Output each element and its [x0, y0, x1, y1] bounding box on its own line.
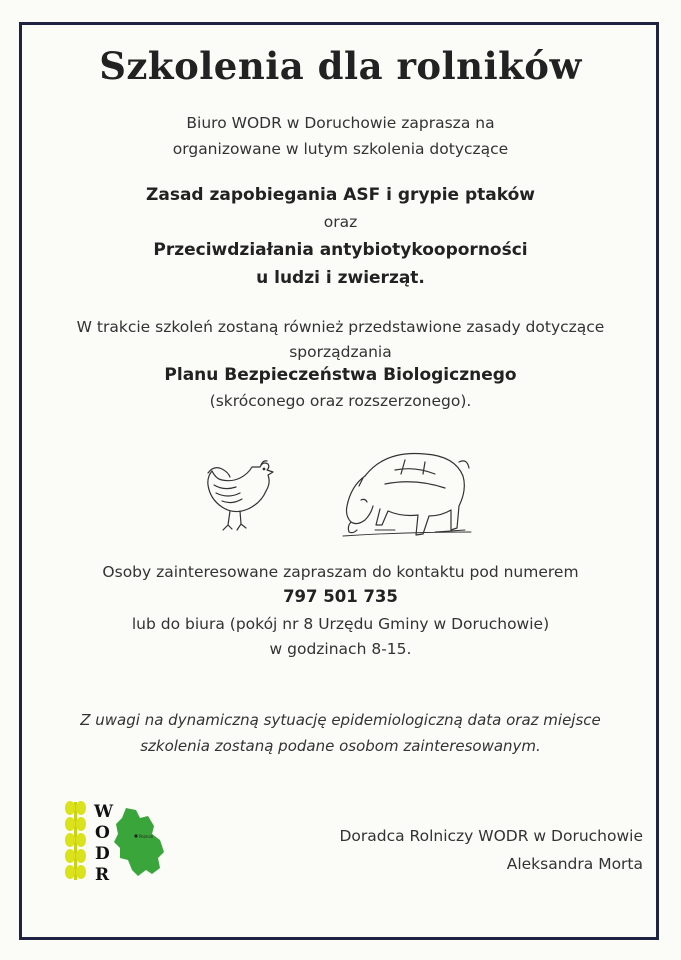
plan-intro-line-2: sporządzania: [289, 343, 392, 361]
contact-office: lub do biura (pokój nr 8 Urzędu Gminy w Doruchowie): [131, 615, 550, 633]
poznan-label: Poznań: [139, 834, 154, 839]
epidemiological-note: [0, 707, 681, 759]
logo-letter-d: D: [95, 844, 110, 864]
chicken-drawing: [200, 455, 276, 535]
wheat-icon: [65, 801, 86, 880]
wielkopolska-map-icon: [114, 808, 164, 876]
topic-antibiotics-line-1: Przeciwdziałania antybiotykooporności: [153, 240, 528, 260]
intro-text: [0, 110, 681, 162]
intro-line-2: organizowane w lutym szkolenia dotyczące: [172, 140, 509, 158]
topic-antibiotics: [0, 236, 681, 292]
contact-hours: w godzinach 8-15.: [269, 640, 412, 658]
logo-letter-o: O: [95, 823, 110, 843]
signature-name: Aleksandra Morta: [506, 855, 643, 873]
page-title: Szkolenia dla rolników: [99, 44, 582, 88]
contact-intro: Osoby zainteresowane zapraszam do kontaktu pod numerem: [102, 563, 579, 581]
phone-number: 797 501 735: [283, 587, 398, 606]
pig-drawing: [335, 440, 475, 542]
signature-role: Doradca Rolniczy WODR w Doruchowie: [339, 827, 643, 845]
note-line-1: Z uwagi na dynamiczną sytuację epidemiologiczną data oraz miejsce: [80, 711, 601, 729]
note-line-2: szkolenia zostaną podane osobom zainteresowanym.: [140, 737, 541, 755]
logo-letter-r: R: [95, 865, 110, 884]
logo-letter-w: W: [94, 802, 114, 822]
plan-intro-line-1: W trakcie szkoleń zostaną również przedstawione zasady dotyczące: [76, 318, 605, 336]
connector-oraz: oraz: [323, 213, 358, 231]
plan-subtitle: (skróconego oraz rozszerzonego).: [209, 392, 472, 410]
plan-intro: [0, 315, 681, 365]
poznan-marker: [134, 834, 137, 837]
intro-line-1: Biuro WODR w Doruchowie zaprasza na: [186, 114, 495, 132]
contact-details: [0, 612, 681, 662]
signature: [339, 822, 643, 878]
topic-antibiotics-line-2: u ludzi i zwierząt.: [256, 268, 425, 288]
topic-asf: Zasad zapobiegania ASF i grypie ptaków: [146, 185, 535, 205]
plan-title: Planu Bezpieczeństwa Biologicznego: [164, 365, 517, 385]
wodr-logo: [64, 800, 179, 884]
